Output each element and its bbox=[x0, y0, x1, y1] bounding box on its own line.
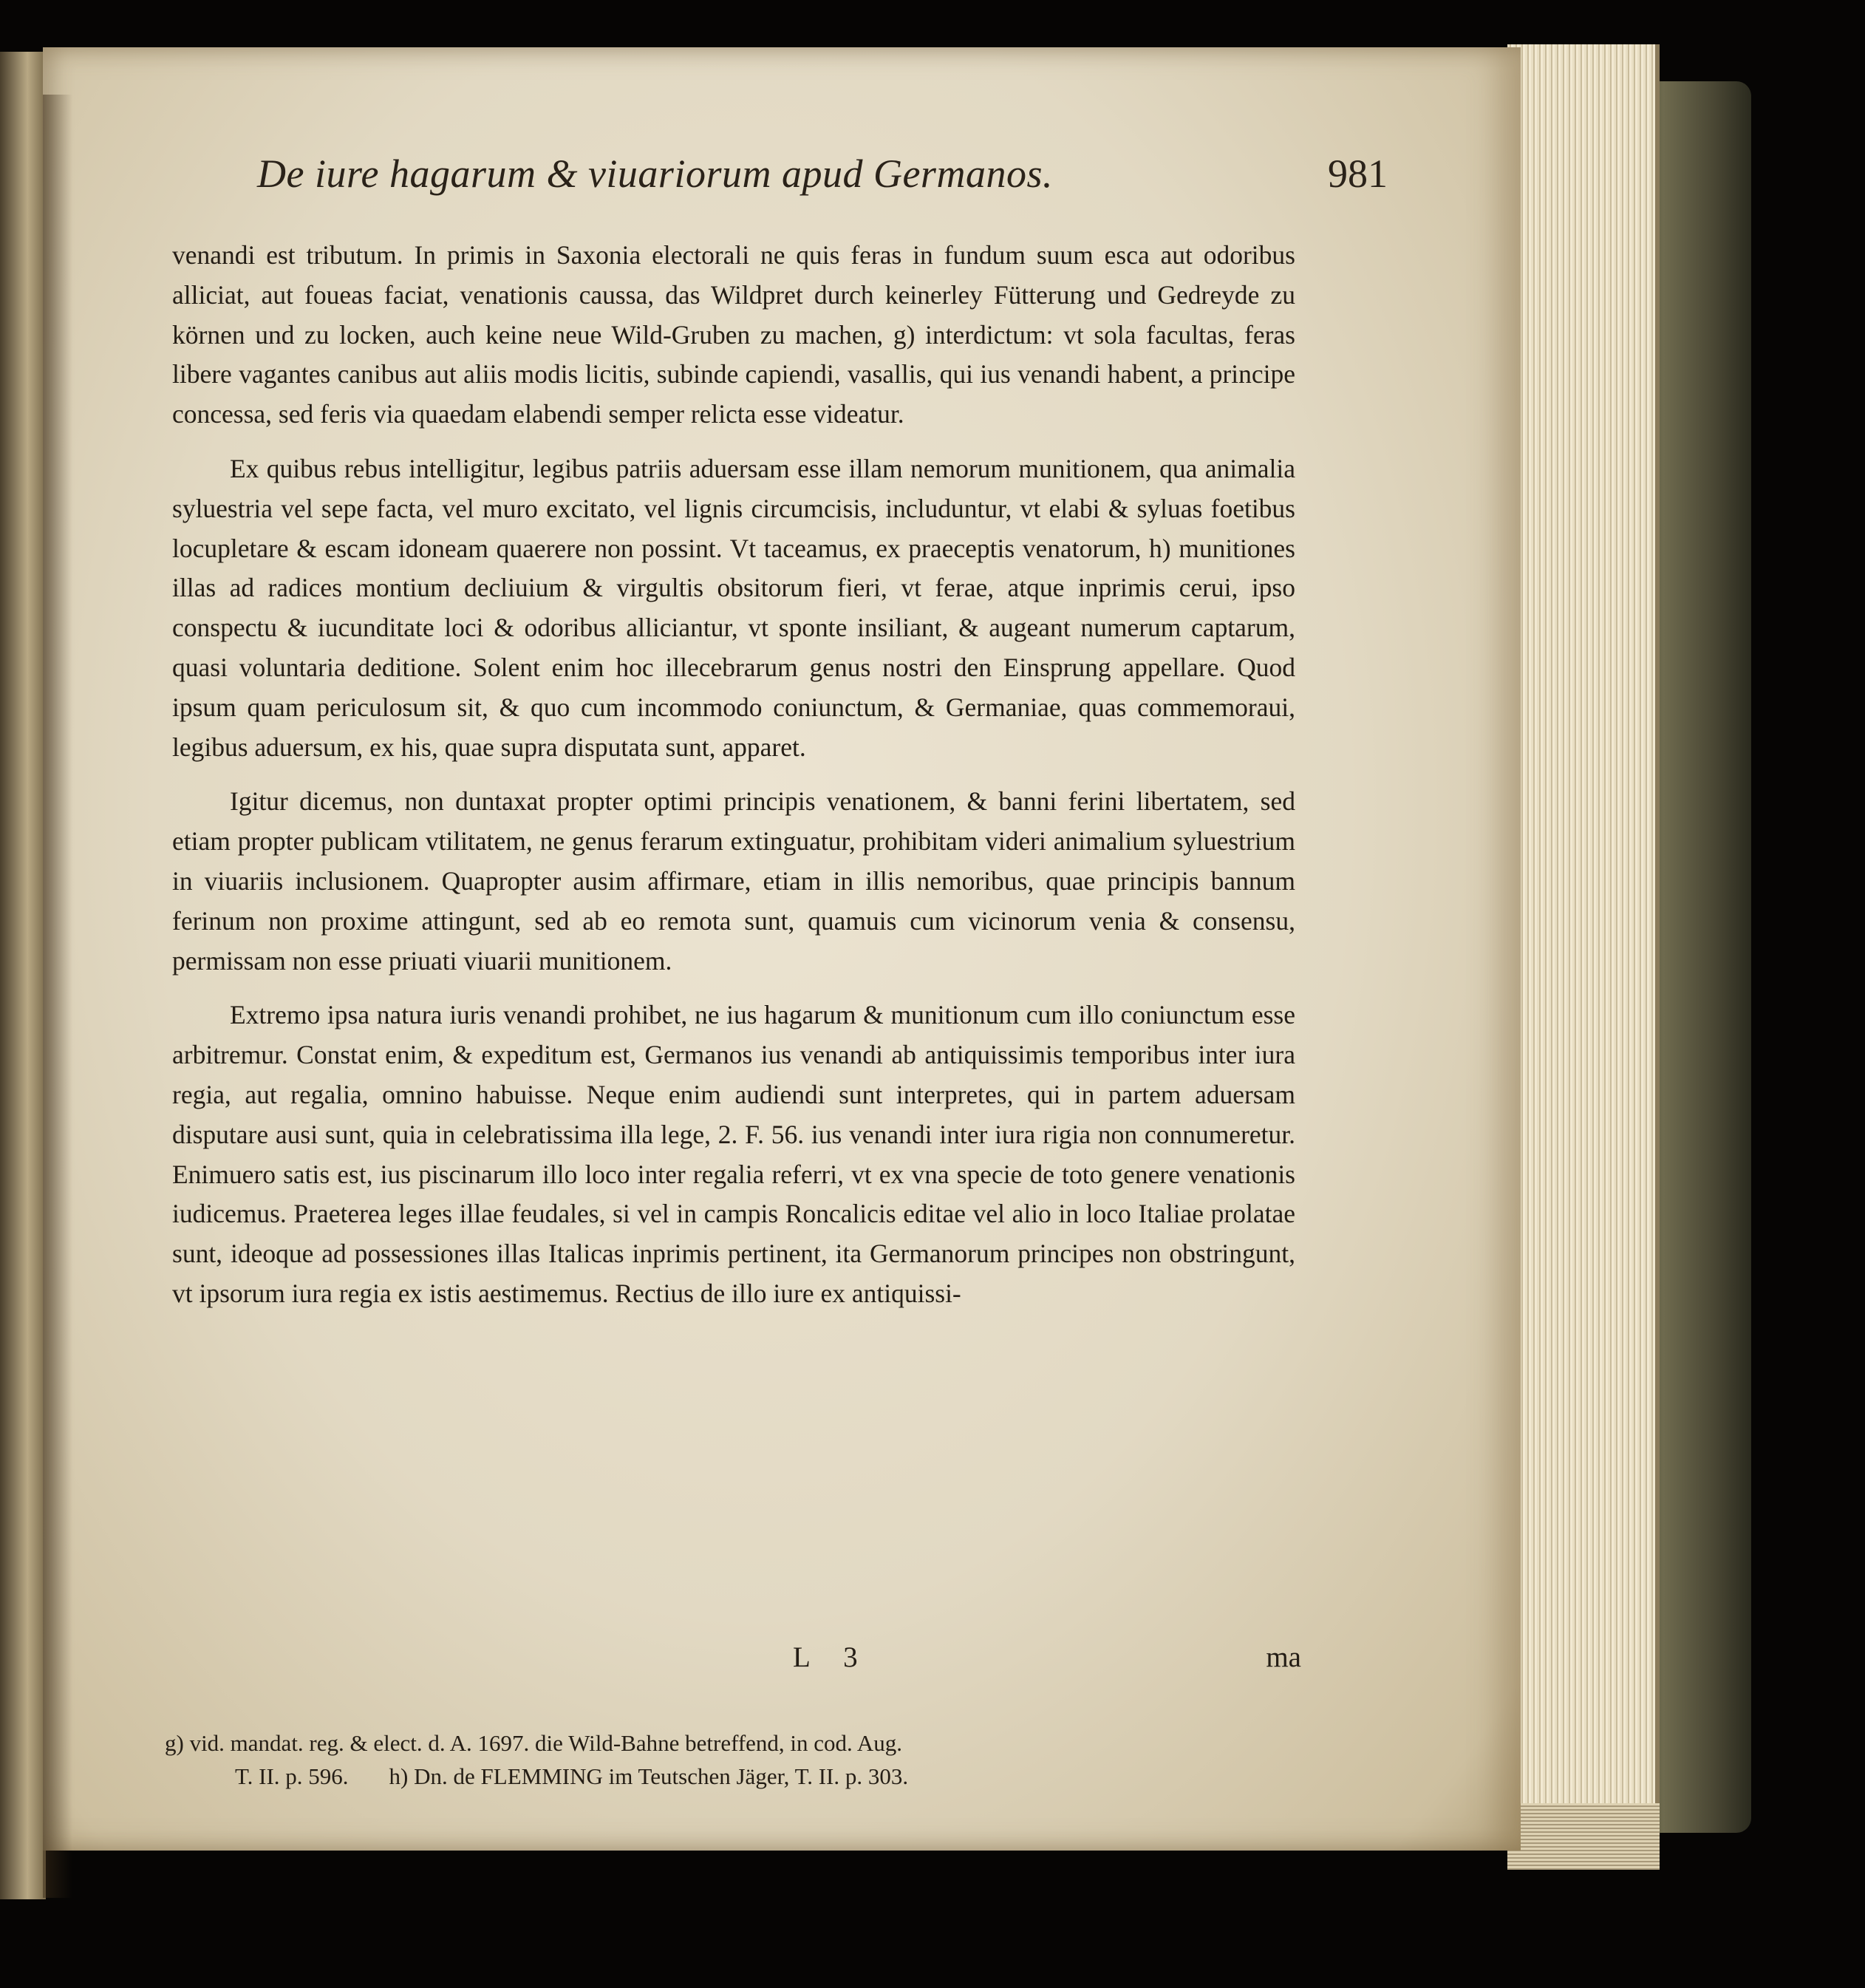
page-edges-bottom bbox=[1507, 1803, 1660, 1870]
page-number: 981 bbox=[1328, 152, 1388, 196]
footnote-g-continued: T. II. p. 596. bbox=[235, 1763, 349, 1789]
paragraph: Ex quibus rebus intelligitur, legibus patriis aduersam esse illam nemorum munitionem, qua animalia syluestria vel sepe facta, vel muro excitato, vel lignis circumcisis, includuntur, vt elabi & syluas foetibus locupletare & escam idoneam quaerere non possint. Vt taceamus, ex praeceptis venatorum, h) munitiones illas ad radices montium decliuium & virgultis obsitorum fieri, vt ferae, atque inprimis cerui, ipso conspectu & iucunditate loci & odoribus alliciantur, vt sponte insiliant, & augeant numerum captarum, quasi voluntaria deditione. Solent enim hoc illecebrarum genus nostri den Einsprung appellare. Quod ipsum quam periculosum sit, & quo cum incommodo coniunctum, & Germaniae, quas commemoraui, legibus aduersum, ex his, quae supra disputata sunt, apparet. bbox=[172, 453, 1295, 762]
book-page bbox=[43, 47, 1521, 1851]
signature-row bbox=[172, 1641, 1301, 1678]
facing-page-edge bbox=[0, 52, 46, 1899]
binding-shadow bbox=[43, 95, 72, 1898]
footnotes bbox=[165, 1726, 1303, 1793]
signature-mark: L 3 bbox=[793, 1641, 871, 1673]
body-text bbox=[172, 236, 1295, 1314]
running-title: De iure hagarum & viuariorum apud Germanos. bbox=[257, 152, 1053, 196]
paragraph: Igitur dicemus, non duntaxat propter optimi principis venationem, & banni ferini libertatem, sed etiam propter publicam vtilitatem, ne genus ferarum extinguatur, prohibitam videri animalium syluestrium in viuariis inclusionem. Quapropter ausim affirmare, etiam in illis nemoribus, quae principis bannum ferinum non proxime attingunt, sed ab eo remota sunt, quamuis cum vicinorum venia & consensu, permissam non esse priuati viuarii munitionem. bbox=[172, 786, 1295, 976]
page-edges bbox=[1507, 44, 1660, 1855]
footnote-h: h) Dn. de FLEMMING im Teutschen Jäger, T. II. p. 303. bbox=[389, 1763, 909, 1789]
catchword: ma bbox=[1266, 1641, 1301, 1673]
footnote-line bbox=[165, 1760, 1303, 1793]
paragraph: venandi est tributum. In primis in Saxonia electorali ne quis feras in fundum suum esca aut odoribus alliciat, aut foueas faciat, venationis caussa, das Wildpret durch keinerley Fütterung und Gedreyde zu körnen und zu locken, auch keine neue Wild-Gruben zu machen, g) interdictum: vt sola facultas, feras libere vagantes canibus aut aliis modis licitis, subinde capiendi, vasallis, qui ius venandi habent, a principe concessa, sed feris via quaedam elabendi semper relicta esse videatur. bbox=[172, 240, 1295, 429]
footnote-g: g) vid. mandat. reg. & elect. d. A. 1697. die Wild-Bahne betreffend, in cod. Aug. bbox=[165, 1730, 902, 1756]
paragraph: Extremo ipsa natura iuris venandi prohibet, ne ius hagarum & munitionum cum illo coniunctum esse arbitremur. Constat enim, & expeditum est, Germanos ius venandi ab antiquissimis temporibus inter iura regia, aut regalia, omnino habuisse. Neque enim audiendi sunt interpretes, qui in partem aduersam disputare ausi sunt, quia in celebratissima illa lege, 2. F. 56. ius venandi inter iura rigia non connumeretur. Enimuero satis est, ius piscinarum illo loco inter regalia referri, vt ex vna specie de toto genere venationis iudicemus. Praeterea leges illae feudales, si vel in campis Roncalicis editae vel alio in loco Italiae prolatae sunt, ideoque ad possessiones illas Italicas inprimis pertinent, ita Germanorum principes non obstringunt, vt ipsorum iura regia ex istis aestimemus. Rectius de illo iure ex antiquissi- bbox=[172, 1000, 1295, 1308]
page-header bbox=[257, 143, 1388, 210]
